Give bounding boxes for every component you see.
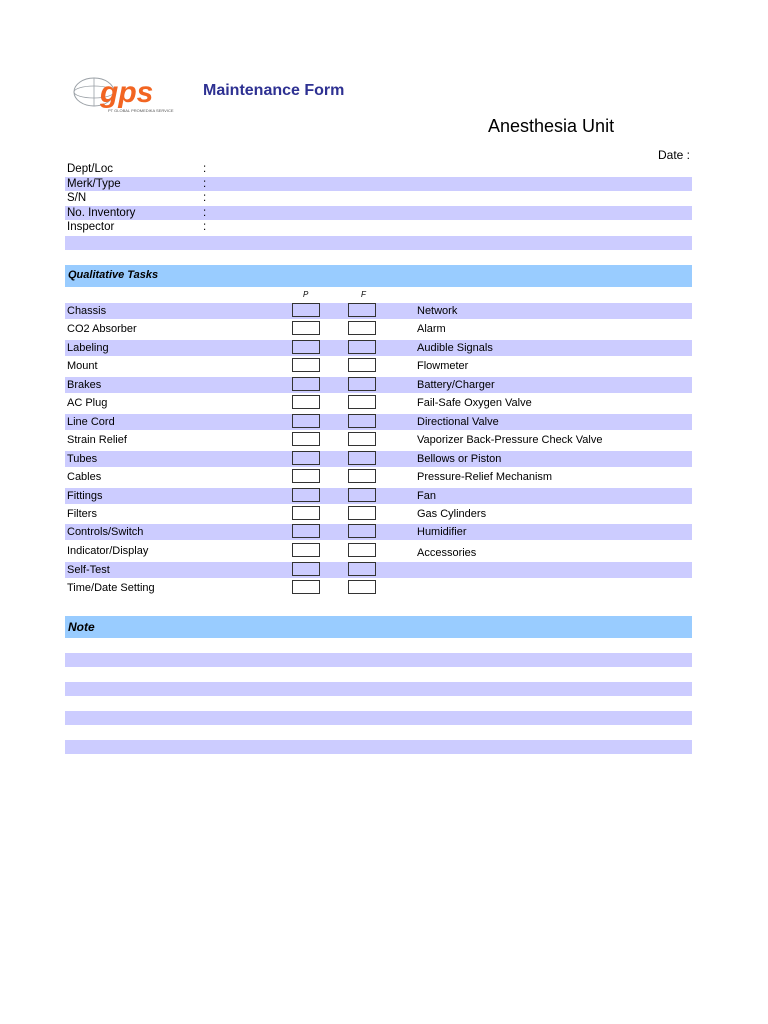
pass-checkbox[interactable] bbox=[292, 303, 320, 317]
pass-checkbox[interactable] bbox=[292, 562, 320, 576]
task-row bbox=[65, 414, 692, 430]
qualitative-tasks-header bbox=[65, 265, 692, 287]
info-row-inventory[interactable] bbox=[65, 206, 692, 220]
task-label: Tubes bbox=[67, 453, 98, 465]
task-label: Labeling bbox=[67, 342, 109, 354]
fail-checkbox[interactable] bbox=[348, 580, 376, 594]
task-row bbox=[65, 506, 692, 522]
section-title: Note bbox=[68, 620, 95, 634]
task-label: Mount bbox=[67, 360, 98, 372]
task-label: Controls/Switch bbox=[67, 526, 144, 538]
task-row bbox=[65, 524, 692, 540]
task-label: Time/Date Setting bbox=[67, 582, 155, 594]
info-row-inspector[interactable] bbox=[65, 220, 692, 234]
section-title: Qualitative Tasks bbox=[68, 269, 159, 281]
fail-checkbox[interactable] bbox=[348, 303, 376, 317]
task-row bbox=[65, 432, 692, 448]
pass-checkbox[interactable] bbox=[292, 524, 320, 538]
task-row bbox=[65, 580, 692, 596]
task-label: Indicator/Display bbox=[67, 545, 149, 557]
pass-checkbox[interactable] bbox=[292, 377, 320, 391]
fail-checkbox[interactable] bbox=[348, 358, 376, 372]
pass-checkbox[interactable] bbox=[292, 506, 320, 520]
note-header bbox=[65, 616, 692, 638]
task-row bbox=[65, 488, 692, 504]
note-line[interactable] bbox=[65, 711, 692, 725]
task-label: CO2 Absorber bbox=[67, 323, 137, 335]
task-row bbox=[65, 562, 692, 578]
note-line[interactable] bbox=[65, 682, 692, 696]
fail-checkbox[interactable] bbox=[348, 488, 376, 502]
column-header-fail: F bbox=[361, 290, 366, 299]
pass-checkbox[interactable] bbox=[292, 414, 320, 428]
task-label: Audible Signals bbox=[417, 342, 493, 354]
task-row bbox=[65, 451, 692, 467]
pass-checkbox[interactable] bbox=[292, 488, 320, 502]
task-row bbox=[65, 395, 692, 411]
fail-checkbox[interactable] bbox=[348, 469, 376, 483]
task-label: Accessories bbox=[417, 547, 477, 559]
task-label: Self-Test bbox=[67, 564, 110, 576]
fail-checkbox[interactable] bbox=[348, 432, 376, 446]
task-label: Gas Cylinders bbox=[417, 508, 487, 520]
task-row bbox=[65, 303, 692, 319]
fail-checkbox[interactable] bbox=[348, 321, 376, 335]
info-row-sn[interactable] bbox=[65, 191, 692, 205]
task-label: Battery/Charger bbox=[417, 379, 495, 391]
task-label: Vaporizer Back-Pressure Check Valve bbox=[417, 434, 603, 446]
info-colon: : bbox=[203, 221, 207, 233]
task-label: Chassis bbox=[67, 305, 107, 317]
info-label: Merk/Type bbox=[67, 178, 121, 190]
pass-checkbox[interactable] bbox=[292, 432, 320, 446]
pass-checkbox[interactable] bbox=[292, 395, 320, 409]
task-row bbox=[65, 377, 692, 393]
pass-checkbox[interactable] bbox=[292, 469, 320, 483]
info-colon: : bbox=[203, 192, 207, 204]
company-logo bbox=[72, 72, 188, 116]
fail-checkbox[interactable] bbox=[348, 506, 376, 520]
task-row bbox=[65, 543, 692, 559]
task-label: Fail-Safe Oxygen Valve bbox=[417, 397, 532, 409]
fail-checkbox[interactable] bbox=[348, 562, 376, 576]
task-label: Brakes bbox=[67, 379, 102, 391]
task-label: Strain Relief bbox=[67, 434, 127, 446]
fail-checkbox[interactable] bbox=[348, 414, 376, 428]
info-label: S/N bbox=[67, 192, 87, 204]
logo-wordmark: gps bbox=[100, 76, 154, 109]
task-label: Flowmeter bbox=[417, 360, 469, 372]
info-colon: : bbox=[203, 163, 207, 175]
info-label: Dept/Loc bbox=[67, 163, 114, 175]
note-line[interactable] bbox=[65, 653, 692, 667]
pass-checkbox[interactable] bbox=[292, 321, 320, 335]
task-label: Fittings bbox=[67, 490, 103, 502]
task-label: Cables bbox=[67, 471, 102, 483]
info-row-dept[interactable] bbox=[65, 162, 692, 176]
equipment-info bbox=[65, 162, 692, 252]
task-label: Directional Valve bbox=[417, 416, 499, 428]
date-label: Date : bbox=[658, 148, 691, 162]
task-row bbox=[65, 358, 692, 374]
pass-checkbox[interactable] bbox=[292, 358, 320, 372]
task-label: Alarm bbox=[417, 323, 446, 335]
info-row-blank bbox=[65, 236, 692, 250]
task-label: Line Cord bbox=[67, 416, 115, 428]
task-label: Bellows or Piston bbox=[417, 453, 502, 465]
fail-checkbox[interactable] bbox=[348, 395, 376, 409]
task-row bbox=[65, 321, 692, 337]
pass-checkbox[interactable] bbox=[292, 543, 320, 557]
fail-checkbox[interactable] bbox=[348, 524, 376, 538]
task-row bbox=[65, 340, 692, 356]
task-label: Pressure-Relief Mechanism bbox=[417, 471, 553, 483]
task-label: Filters bbox=[67, 508, 97, 520]
logo-tagline: PT GLOBAL PROMEDIKA SERVICE bbox=[108, 108, 174, 113]
task-label: AC Plug bbox=[67, 397, 108, 409]
info-colon: : bbox=[203, 207, 207, 219]
note-line[interactable] bbox=[65, 740, 692, 754]
task-label: Humidifier bbox=[417, 526, 467, 538]
fail-checkbox[interactable] bbox=[348, 340, 376, 354]
fail-checkbox[interactable] bbox=[348, 377, 376, 391]
info-label: Inspector bbox=[67, 221, 115, 233]
pass-checkbox[interactable] bbox=[292, 580, 320, 594]
task-row bbox=[65, 469, 692, 485]
info-row-merk-type[interactable] bbox=[65, 177, 692, 191]
task-label: Network bbox=[417, 305, 458, 317]
fail-checkbox[interactable] bbox=[348, 451, 376, 465]
form-title: Maintenance Form bbox=[203, 82, 345, 99]
unit-title: Anesthesia Unit bbox=[488, 116, 615, 136]
info-label: No. Inventory bbox=[67, 207, 136, 219]
task-label: Fan bbox=[417, 490, 436, 502]
pass-checkbox[interactable] bbox=[292, 340, 320, 354]
info-colon: : bbox=[203, 178, 207, 190]
fail-checkbox[interactable] bbox=[348, 543, 376, 557]
pass-checkbox[interactable] bbox=[292, 451, 320, 465]
column-header-pass: P bbox=[303, 290, 309, 299]
